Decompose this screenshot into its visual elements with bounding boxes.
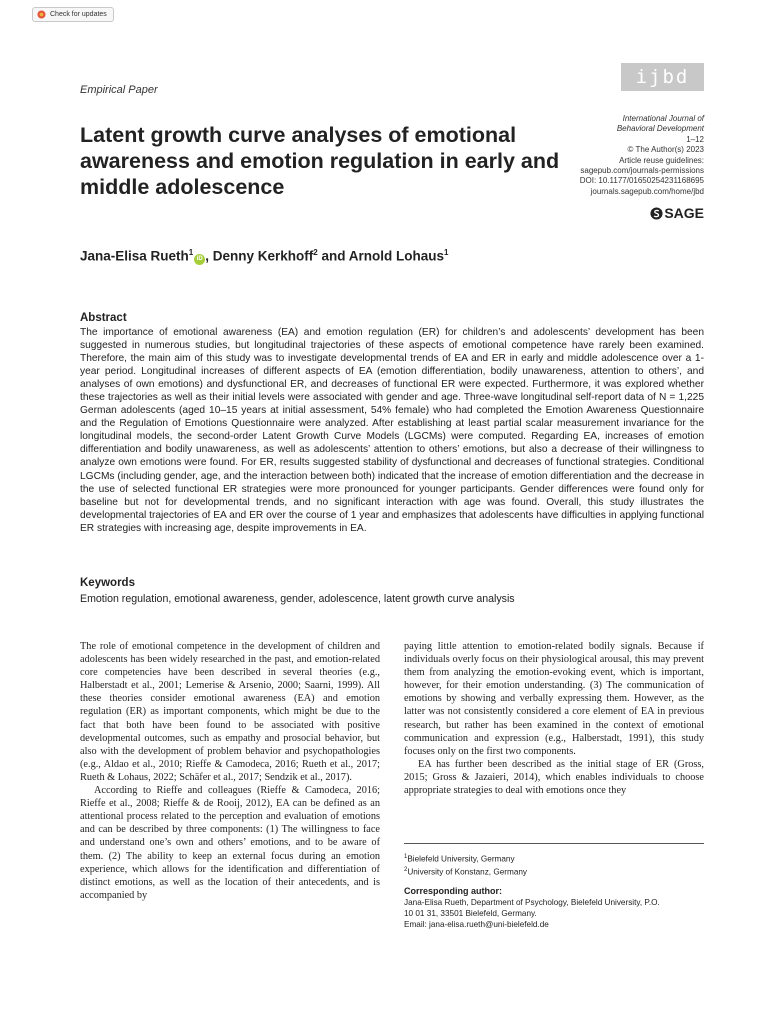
check-for-updates-badge[interactable] bbox=[32, 7, 114, 22]
keywords-heading: Keywords bbox=[80, 577, 135, 589]
journal-meta-line: sagepub.com/journals-permissions bbox=[580, 166, 704, 176]
journal-logo: ijbd bbox=[621, 63, 704, 91]
corresponding-author-line: 10 01 31, 33501 Bielefeld, Germany. bbox=[404, 909, 537, 919]
body-column-right bbox=[404, 640, 704, 797]
journal-meta-line: International Journal of bbox=[622, 114, 704, 123]
body-paragraph: EA has further been described as the initial stage of ER (Gross, 2015; Gross & Jazaieri, 2014), which enables individuals to choose appropriate strategies to deal with emotions once they bbox=[404, 758, 704, 797]
author-affiliation-marker: 1 bbox=[444, 248, 449, 257]
corresponding-author-line: Jana-Elisa Rueth, Department of Psychology, Bielefeld University, P.O. bbox=[404, 898, 660, 908]
orcid-icon[interactable]: iD bbox=[194, 254, 205, 265]
paper-title: Latent growth curve analyses of emotional awareness and emotion regulation in early and middle adolescence bbox=[80, 123, 560, 199]
body-column-left bbox=[80, 640, 380, 902]
abstract-text: The importance of emotional awareness (EA) and emotion regulation (ER) for children’s and adolescents’ development has been suggested in numerous studies, but longitudinal trajectories of these aspects of emotional competence have rarely been examined. Therefore, the main aim of this study was to investigate developmental trends of EA and ER in early and middle adolescence over a 1-year period. Longitudinal increases of different aspects of EA (emotion differentiation, bodily unawareness, attention to others’, and analyses of own emotions) and dysfunctional ER, and decreases of functional ER were expected. Furthermore, it was explored whether these trajectories as well as their initial levels were associated with gender and age. Three-wave longitudinal self-report data of N = 1,225 German adolescents (aged 10–15 years at initial assessment, 54% female) who had completed the Emotion Awareness Questionnaire and the Regulation of Emotions Questionnaire were analyzed. After establishing at least partial scalar measurement invariance for the longitudinal models, the second-order Latent Growth Curve Models (LGCMs) were computed. Regarding EA, increases of emotion differentiation and bodily unawareness, as well as adolescents’ attention to others’ emotions, but also a decrease of their willingness to analyze own emotions were found. For ER, results suggested stability of dysfunctional and decreases of functional strategies. Conditional LGCMs (including gender, age, and the interaction between both) indicated that the increase of emotion differentiation and the decrease in the use of selected functional ER strategies were more pronounced for younger participants. Gender differences were found only for baseline but not for developmental trends, and no significant interaction with age was found. Overall, this study illustrates the developmental trajectories of EA and ER over the course of 1 year and emphasizes that adolescents have difficulties in applying functional ER strategies with increasing age, despite improvements in EA. bbox=[80, 327, 704, 534]
sage-icon bbox=[650, 207, 663, 220]
author-separator: , bbox=[205, 248, 213, 264]
journal-meta-line: © The Author(s) 2023 bbox=[627, 145, 704, 155]
keywords-text: Emotion regulation, emotional awareness, gender, adolescence, latent growth curve analysis bbox=[80, 593, 515, 605]
author-name: Denny Kerkhoff bbox=[212, 248, 314, 264]
corresponding-author-email[interactable]: Email: jana-elisa.rueth@uni-bielefeld.de bbox=[404, 920, 549, 930]
article-type: Empirical Paper bbox=[80, 84, 158, 96]
journal-meta-line: journals.sagepub.com/home/jbd bbox=[590, 186, 704, 196]
corresponding-author-heading: Corresponding author: bbox=[404, 886, 502, 897]
author-name: Jana-Elisa Rueth bbox=[80, 248, 189, 264]
publisher-name: SAGE bbox=[664, 205, 704, 221]
author-affiliation-marker: 1 bbox=[188, 248, 194, 257]
journal-meta-line: 1–12 bbox=[686, 134, 704, 144]
footnote-divider bbox=[404, 843, 704, 844]
author-separator: and bbox=[317, 248, 349, 264]
journal-meta-line: DOI: 10.1177/01650254231168695 bbox=[579, 176, 704, 186]
affiliation-1: $^1$Bielefeld University, Germany bbox=[404, 854, 515, 864]
journal-meta-line: Article reuse guidelines: bbox=[619, 155, 704, 165]
journal-meta-line: Behavioral Development bbox=[616, 124, 704, 134]
abstract-heading: Abstract bbox=[80, 312, 127, 324]
body-paragraph: The role of emotional competence in the development of children and adolescents has been widely researched in the past, and emotion-related core competencies have been described in several theories (e.g., Halberstadt et al., 2001; Lemerise & Arsenio, 2000; Saarni, 1999). All these theories consider emotional awareness (EA) and emotion regulation (ER) as important components, which might be due to the fact that both have been found to be associated with positive developmental outcomes, such as empathy and prosocial behavior, but also with the development of problem behavior and psychopathologies (e.g., Aldao et al., 2010; Rieffe & Camodeca, 2016; Rueth et al., 2017; Rueth & Lohaus, 2022; Schäfer et al., 2017; Sendzik et al., 2017). bbox=[80, 641, 380, 783]
footnotes bbox=[404, 852, 704, 930]
author-affiliation-marker: 2 bbox=[313, 248, 318, 257]
body-paragraph: According to Rieffe and colleagues (Rieffe & Camodeca, 2016; Rieffe et al., 2008; Rieffe & de Rooij, 2012), EA can be defined as an attentional process related to the perception and evaluation of emotions and can be described by three components: (1) The willingness to face and understand one’s own and others’ emotions, and to be aware of them. (2) The ability to keep an external focus during an emotion experience, which allows for the identification and differentiation of distinct emotions, as well as the location of their antecedents, and is accompanied by bbox=[80, 785, 380, 901]
author-list bbox=[80, 248, 448, 265]
author-name: Arnold Lohaus bbox=[348, 248, 444, 264]
check-updates-icon bbox=[37, 10, 46, 19]
check-updates-label: Check for updates bbox=[50, 11, 107, 18]
body-paragraph: paying little attention to emotion-related bodily signals. Because if individuals overly focus on their physiological arousal, this may prevent them from analyzing the emotion-evoking event, which is important, however, for their emotion understanding. (3) The communication of emotions by showing and verbally expressing them. However, as the latter was not consistently considered a core element of EA in previous research, but rather has been examined in the context of emotional communication and expression (e.g., Halberstadt, 1991), this study focuses only on the first two components. bbox=[404, 641, 704, 757]
publisher-logo bbox=[650, 205, 704, 221]
affiliation-2: $^2$University of Konstanz, Germany bbox=[404, 866, 528, 877]
